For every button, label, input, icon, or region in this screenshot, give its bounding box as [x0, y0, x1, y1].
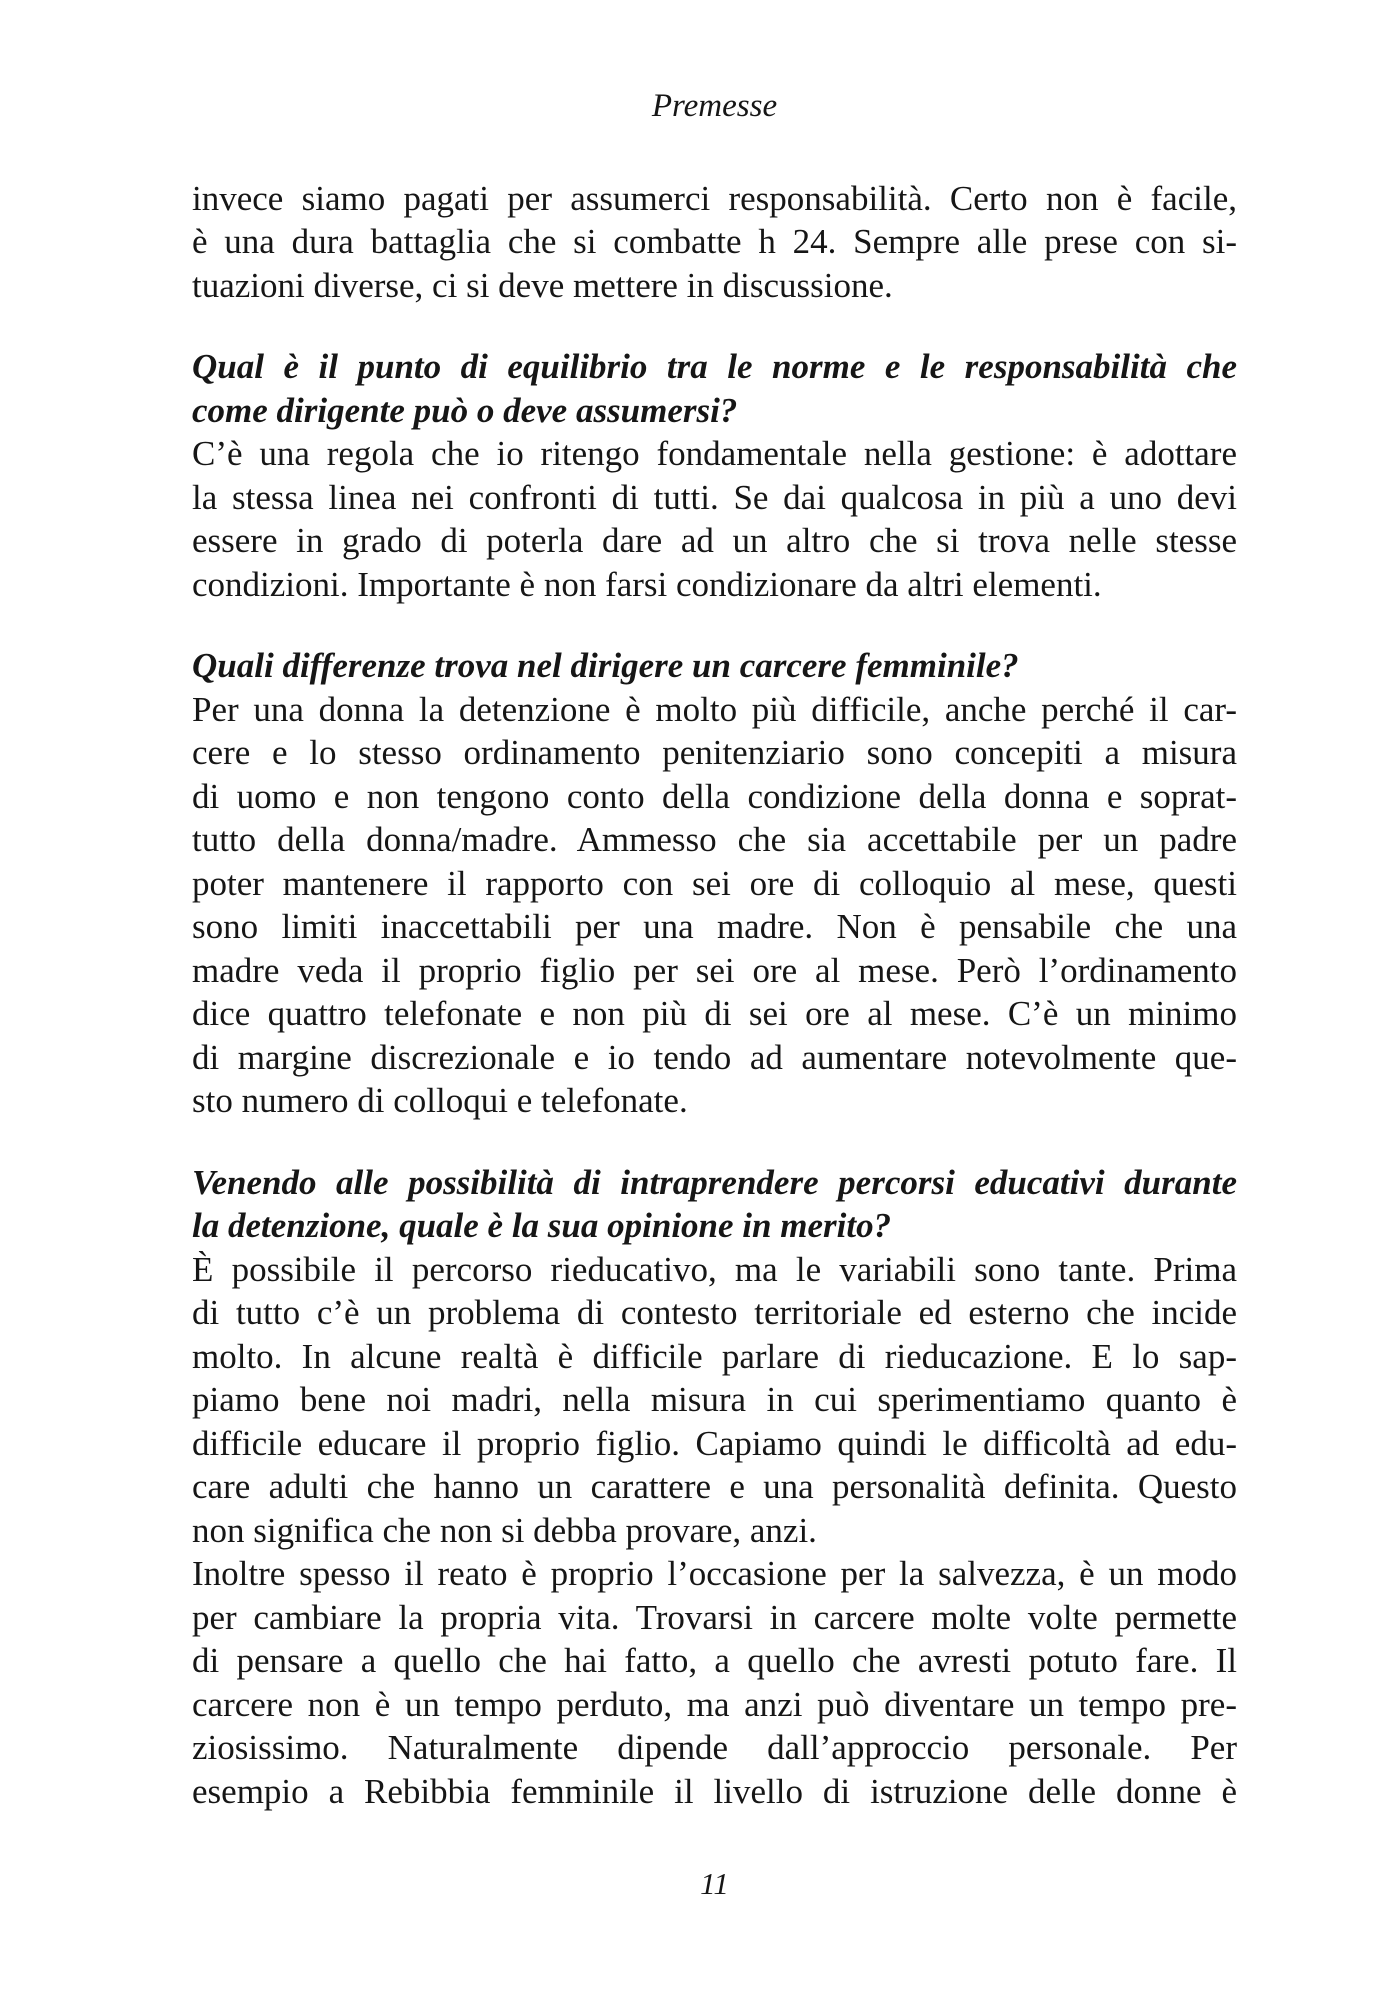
- text-line: cere e lo stesso ordinamento penitenziario sono concepiti a misura: [192, 733, 1237, 772]
- text-line: molto. In alcune realtà è difficile parlare di rieducazione. E lo sap-: [192, 1336, 1237, 1376]
- text-line: tuazioni diverse, ci si deve mettere in discussione.: [192, 265, 893, 305]
- text-line: di margine discrezionale e io tendo ad aumentare notevolmente que-: [192, 1037, 1237, 1077]
- text-line: sto numero di colloqui e telefonate.: [192, 1081, 688, 1120]
- text-line: Quali differenze trova nel dirigere un carcere femminile?: [192, 646, 1019, 685]
- text-line: di pensare a quello che hai fatto, a quello che avresti potuto fare. Il: [192, 1641, 1237, 1680]
- text-line: Inoltre spesso il reato è proprio l’occasione per la salvezza, è un modo: [192, 1554, 1237, 1593]
- text-line: di uomo e non tengono conto della condizione della donna e soprat-: [192, 776, 1237, 816]
- text-line: non significa che non si debba provare, anzi.: [192, 1510, 817, 1550]
- page-number: 11: [700, 1866, 729, 1901]
- text-line: care adulti che hanno un carattere e una personalità definita. Questo: [192, 1467, 1237, 1506]
- answer-2: [192, 688, 1237, 1123]
- text-line: è una dura battaglia che si combatte h 24. Sempre alle prese con si-: [192, 222, 1237, 261]
- text-line: tutto della donna/madre. Ammesso che sia accettabile per un padre: [192, 820, 1237, 859]
- text-line: esempio a Rebibbia femminile il livello di istruzione delle donne è: [192, 1771, 1237, 1811]
- text-line: carcere non è un tempo perduto, ma anzi può diventare un tempo pre-: [192, 1684, 1237, 1724]
- text-line: di tutto c’è un problema di contesto territoriale ed esterno che incide: [192, 1293, 1237, 1332]
- text-line: essere in grado di poterla dare ad un altro che si trova nelle stesse: [192, 521, 1237, 560]
- text-line: È possibile il percorso rieducativo, ma le variabili sono tante. Prima: [192, 1249, 1237, 1289]
- text-line: Per una donna la detenzione è molto più difficile, anche perché il car-: [192, 689, 1237, 729]
- question-3: [192, 1161, 1237, 1248]
- text-line: condizioni. Importante è non farsi condizionare da altri elementi.: [192, 564, 1102, 604]
- answer-3-paragraph-1: [192, 1248, 1237, 1553]
- text-line: C’è una regola che io ritengo fondamentale nella gestione: è adottare: [192, 434, 1237, 473]
- text-line: la detenzione, quale è la sua opinione in merito?: [192, 1206, 892, 1245]
- running-header: Premesse: [651, 88, 778, 124]
- text-line: piamo bene noi madri, nella misura in cui sperimentiamo quanto è: [192, 1380, 1237, 1419]
- text-line: poter mantenere il rapporto con sei ore di colloquio al mese, questi: [192, 863, 1237, 903]
- text-line: dice quattro telefonate e non più di sei ore al mese. C’è un minimo: [192, 994, 1237, 1033]
- text-line: Venendo alle possibilità di intraprendere percorsi educativi durante: [192, 1162, 1237, 1202]
- text-line: come dirigente può o deve assumersi?: [192, 390, 738, 430]
- text-line: invece siamo pagati per assumerci responsabilità. Certo non è facile,: [192, 178, 1237, 218]
- intro-paragraph: [192, 177, 1237, 308]
- question-1: [192, 345, 1237, 432]
- text-line: la stessa linea nei confronti di tutti. Se dai qualcosa in più a uno devi: [192, 477, 1237, 517]
- text-line: madre veda il proprio figlio per sei ore al mese. Però l’ordinamento: [192, 950, 1237, 990]
- answer-3-paragraph-2: [192, 1552, 1237, 1813]
- question-2: [192, 644, 1237, 688]
- text-column: [192, 85, 1237, 1813]
- text-line: Qual è il punto di equilibrio tra le norme e le responsabilità che: [192, 347, 1237, 386]
- answer-1: [192, 432, 1237, 606]
- text-line: per cambiare la propria vita. Trovarsi in carcere molte volte permette: [192, 1597, 1237, 1637]
- text-line: sono limiti inaccettabili per una madre. Non è pensabile che una: [192, 907, 1237, 946]
- text-line: ziosissimo. Naturalmente dipende dall’approccio personale. Per: [192, 1728, 1237, 1767]
- text-line: difficile educare il proprio figlio. Capiamo quindi le difficoltà ad edu-: [192, 1423, 1237, 1463]
